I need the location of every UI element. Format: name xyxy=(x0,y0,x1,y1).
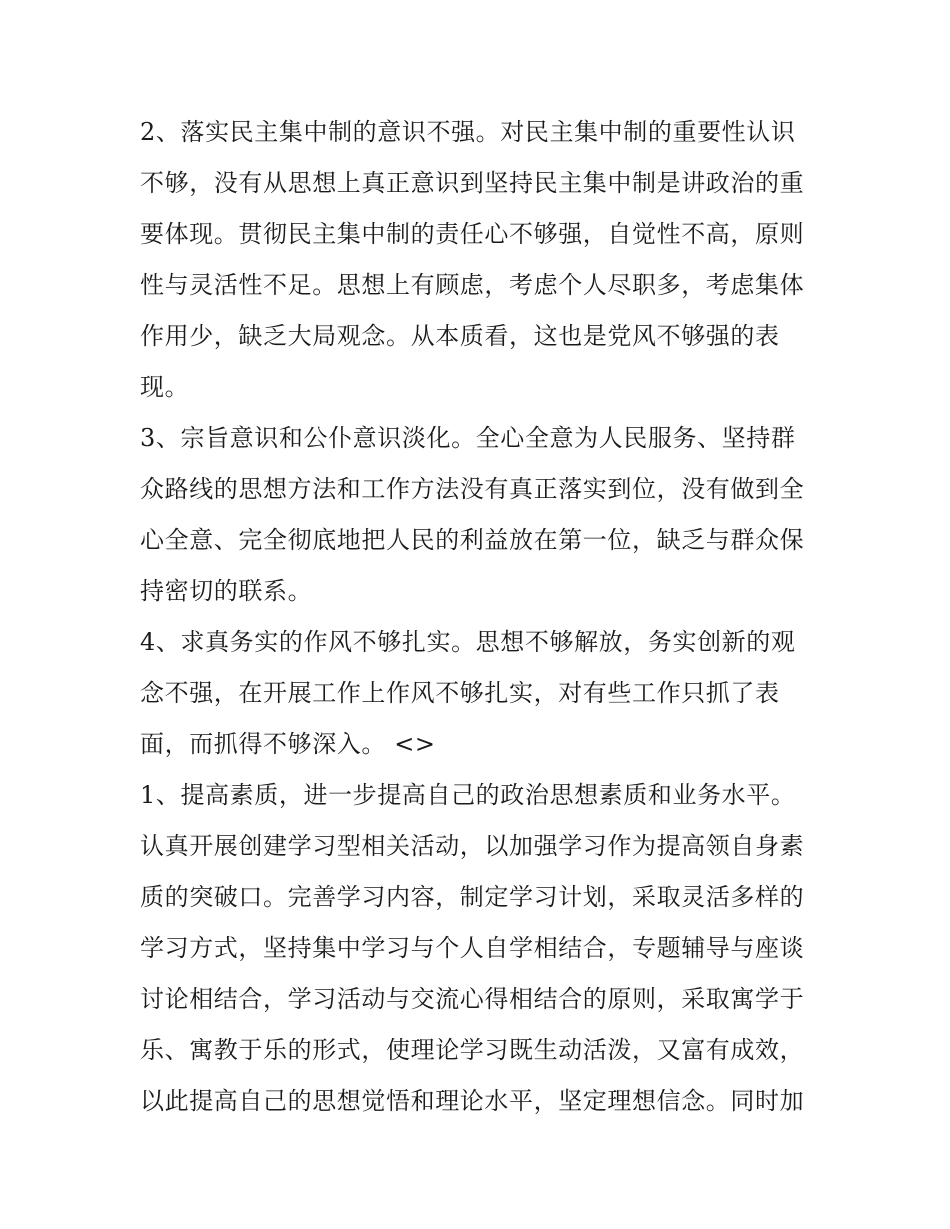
text-line: 性与灵活性不足。思想上有顾虑，考虑个人尽职多，考虑集体 xyxy=(140,271,805,299)
text-line: 4、求真务实的作风不够扎实。思想不够解放，务实创新的观 xyxy=(140,628,796,656)
text-line: 认真开展创建学习型相关活动，以加强学习作为提高领自身素 xyxy=(140,832,805,860)
text-line: 乐、寓教于乐的形式，使理论学习既生动活泼，又富有成效， xyxy=(140,1036,805,1064)
text-line: 2、落实民主集中制的意识不强。对民主集中制的重要性认识 xyxy=(140,118,796,146)
text-line: 众路线的思想方法和工作方法没有真正落实到位，没有做到全 xyxy=(140,475,805,503)
text-line: 以此提高自己的思想觉悟和理论水平，坚定理想信念。同时加 xyxy=(140,1087,805,1115)
text-line: 要体现。贯彻民主集中制的责任心不够强，自觉性不高，原则 xyxy=(140,220,805,248)
text-line: 面，而抓得不够深入。 <> xyxy=(140,730,436,758)
text-line: 作用少，缺乏大局观念。从本质看，这也是党风不够强的表 xyxy=(140,322,780,350)
text-line: 持密切的联系。 xyxy=(140,577,313,605)
text-line: 现。 xyxy=(140,373,190,401)
text-line: 心全意、完全彻底地把人民的利益放在第一位，缺乏与群众保 xyxy=(140,526,805,554)
text-line: 3、宗旨意识和公仆意识淡化。全心全意为人民服务、坚持群 xyxy=(140,424,796,452)
text-line: 念不强，在开展工作上作风不够扎实，对有些工作只抓了表 xyxy=(140,679,780,707)
text-line: 1、提高素质，进一步提高自己的政治思想素质和业务水平。 xyxy=(140,781,796,809)
text-line: 学习方式，坚持集中学习与个人自学相结合，专题辅导与座谈 xyxy=(140,934,805,962)
text-line: 讨论相结合，学习活动与交流心得相结合的原则，采取寓学于 xyxy=(140,985,805,1013)
text-line: 不够，没有从思想上真正意识到坚持民主集中制是讲政治的重 xyxy=(140,169,805,197)
text-line: 质的突破口。完善学习内容，制定学习计划，采取灵活多样的 xyxy=(140,883,805,911)
document-page xyxy=(140,112,820,1132)
